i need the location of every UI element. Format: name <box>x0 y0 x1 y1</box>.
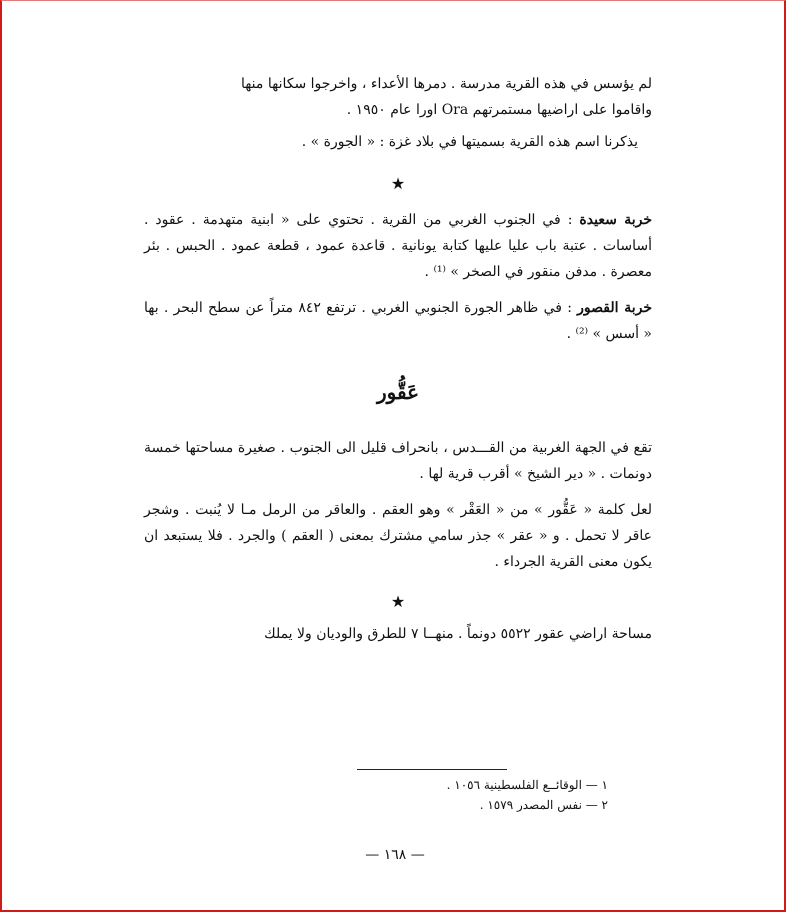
star-divider-1: ★ <box>390 174 406 193</box>
footnote-2: ٢ — نفس المصدر ١٥٧٩ . <box>479 798 608 812</box>
intro-note: يذكرنا اسم هذه القرية بسميتها في بلاد غزة : « الجورة » . <box>301 134 638 150</box>
khirbat-saida-text: : في الجنوب الغربي من القرية . تحتوي على « ابنية متهدمة . عقود . أساسات . عتبة باب عليا عليها كتابة يونانية . قاعدة عمود ، قطعة عمود . الحبس . بئر معصرة . مدفن منقور في الصخر » ⁽¹⁾ . <box>144 212 652 280</box>
footnote-divider <box>357 769 507 770</box>
khirbat-saida-label: خربة سعيدة <box>579 212 652 228</box>
intro-line-1: لم يؤسس في هذه القرية مدرسة . دمرها الأعداء ، واخرجوا سكانها منها <box>240 76 652 92</box>
aqqur-paragraph-1: تقع في الجهة الغربية من القـــدس ، بانحراف قليل الى الجنوب . صغيرة مساحتها خمسة دونمات . « دير الشيخ » أقرب قرية لها . <box>144 440 652 482</box>
footnote-1: ١ — الوقائــع الفلسطينية ١٠٥٦ . <box>446 778 608 792</box>
section-heading-aqqur: عَقُّور <box>376 380 420 404</box>
khirbat-qusur-label: خربة القصور <box>577 300 652 316</box>
page-body <box>144 71 652 647</box>
khirbat-qusur-paragraph <box>144 295 652 347</box>
page-number: — ١٦٨ — <box>365 847 425 863</box>
area-line: مساحة اراضي عقور ٥٥٢٢ دونماً . منهــا ٧ للطرق والوديان ولا يملك <box>264 626 652 642</box>
khirbat-saida-paragraph <box>144 207 652 285</box>
star-divider-2: ★ <box>390 592 406 611</box>
intro-line-2: واقاموا على اراضيها مستمرتهم Ora اورا عام ١٩٥٠ . <box>346 102 652 118</box>
khirbat-qusur-text: : في ظاهر الجورة الجنوبي الغربي . ترتفع ٨٤٢ متراً عن سطح البحر . بها « أسس » ⁽²⁾ . <box>144 300 652 342</box>
aqqur-paragraph-2: لعل كلمة « عَقُّور » من « العَقْر » وهو العقم . والعاقر من الرمل مـا لا يُنبت . وشجر عاقر لا تحمل . و « عقر » جذر سامي مشترك بمعنى ( العقم ) والجرد . فلا يستبعد ان يكون معنى القرية الجرداء . <box>144 502 652 570</box>
footnotes <box>302 775 608 815</box>
